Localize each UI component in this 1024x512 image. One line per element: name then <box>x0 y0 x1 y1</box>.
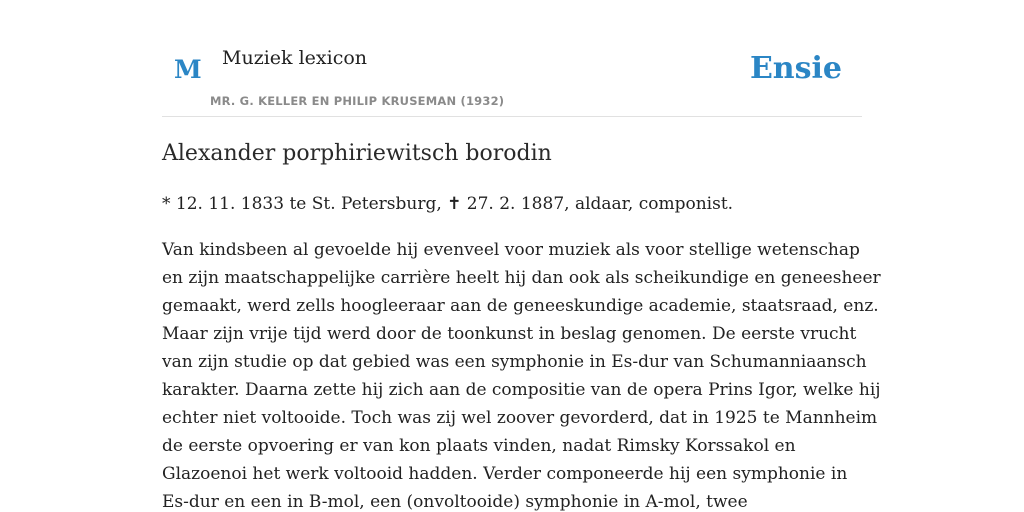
body-line: echter niet voltooide. Toch was zij wel zoover gevorderd, dat in 1925 te Mannheim <box>162 408 878 428</box>
source-header <box>162 0 862 117</box>
body-line: Glazoenoi het werk voltooid hadden. Verder componeerde hij een symphonie in <box>162 464 848 484</box>
body-line: en zijn maatschappelijke carrière heelt hij dan ook als scheikundige en geneesheer <box>162 268 881 288</box>
article <box>162 138 881 512</box>
article-title: Alexander porphiriewitsch borodin <box>162 141 552 166</box>
body-line: Van kindsbeen al gevoelde hij evenveel voor muziek als voor stellige wetenschap <box>162 240 860 260</box>
article-body <box>162 236 881 512</box>
source-logo-icon[interactable]: M <box>174 55 202 84</box>
source-title-link[interactable]: Muziek lexicon <box>222 47 368 69</box>
body-line: de eerste opvoering er van kon plaats vinden, nadat Rimsky Korssakol en <box>162 436 796 456</box>
body-line: Maar zijn vrije tijd werd door de toonkunst in beslag genomen. De eerste vrucht <box>162 324 857 344</box>
source-author: MR. G. KELLER EN PHILIP KRUSEMAN (1932) <box>210 94 505 108</box>
article-lifespan: * 12. 11. 1833 te St. Petersburg, ✝ 27. 2. 1887, aldaar, componist. <box>162 194 734 214</box>
body-line: van zijn studie op dat gebied was een symphonie in Es-dur van Schumanniaansch <box>162 352 867 372</box>
body-line: Es-dur en een in B-mol, een (onvoltooide) symphonie in A-mol, twee <box>162 492 748 512</box>
body-line: gemaakt, werd zells hoogleeraar aan de geneeskundige academie, staatsraad, enz. <box>162 296 879 316</box>
ensie-logo-link[interactable]: Ensie <box>749 51 842 86</box>
body-line: karakter. Daarna zette hij zich aan de compositie van de opera Prins Igor, welke hij <box>162 380 881 400</box>
